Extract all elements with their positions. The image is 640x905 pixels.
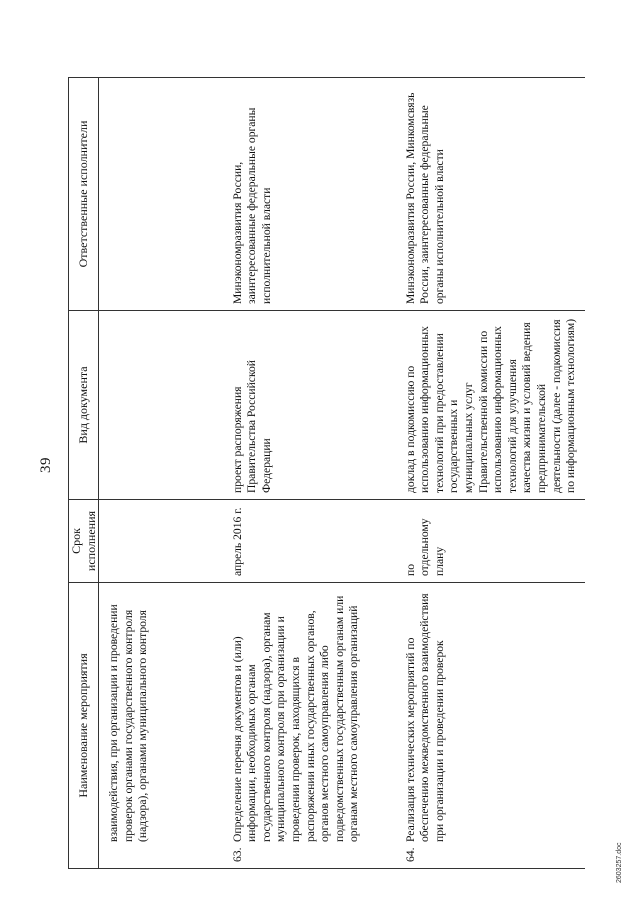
cell-executors: Минэкономразвития России, заинтересованные федеральные органы исполнительной власти — [219, 78, 394, 311]
header-name: Наименование мероприятия — [69, 583, 99, 869]
cell-doc-type: доклад в подкомиссию по использованию информационных технологий при предоставлении государственных и муниципальных услуг Правительственной комиссии по использованию информационных технологий для улучшения качества жизни и условий ведения предпринимательской деятельности (далее - подкомиссия по информационным технологиям) — [394, 311, 585, 500]
table-row — [219, 78, 394, 869]
header-doc-type: Вид документа — [69, 311, 99, 500]
cell-doc-type — [99, 311, 219, 500]
page-number: 39 — [38, 457, 54, 473]
cell-deadline — [99, 500, 219, 583]
header-deadline: Срок исполнения — [69, 500, 99, 583]
table-row — [394, 78, 585, 869]
cell-executors: Минэкономразвития России, Минкомсвязь России, заинтересованные федеральные органы исполнительной власти — [394, 78, 585, 311]
row-name: взаимодействия, при организации и проведении проверок органами государственного контроля (надзора), органами муниципального контроля — [107, 604, 150, 842]
table-row — [99, 78, 219, 869]
cell-executors — [99, 78, 219, 311]
cell-name — [99, 583, 219, 869]
row-name: Реализация технических мероприятий по обеспечению межведомственного взаимодействия при организации и проведении проверок — [403, 593, 446, 842]
cell-doc-type: проект распоряжения Правительства Российской Федерации — [219, 311, 394, 500]
row-name: Определение перечня документов и (или) информации, необходимых органам государственного контроля (надзора), органам муниципального контроля при организации и проведении проверок, находящихся в распоряжении иных государственных органов, органов местного самоуправления либо подведомственных государственным органам или органам местного самоуправления организаций — [230, 595, 361, 842]
header-executors: Ответственные исполнители — [69, 78, 99, 311]
cell-name — [394, 583, 585, 869]
cell-deadline: апрель 2016 г. — [219, 500, 394, 583]
row-number: 64. — [403, 847, 417, 862]
cell-deadline: по отдельному плану — [394, 500, 585, 583]
row-number: 63. — [230, 847, 244, 862]
document-code: 2603257.doc — [616, 842, 623, 883]
row-number — [107, 842, 151, 862]
table-header-row — [69, 78, 99, 869]
cell-name — [219, 583, 394, 869]
measures-table — [68, 77, 585, 869]
